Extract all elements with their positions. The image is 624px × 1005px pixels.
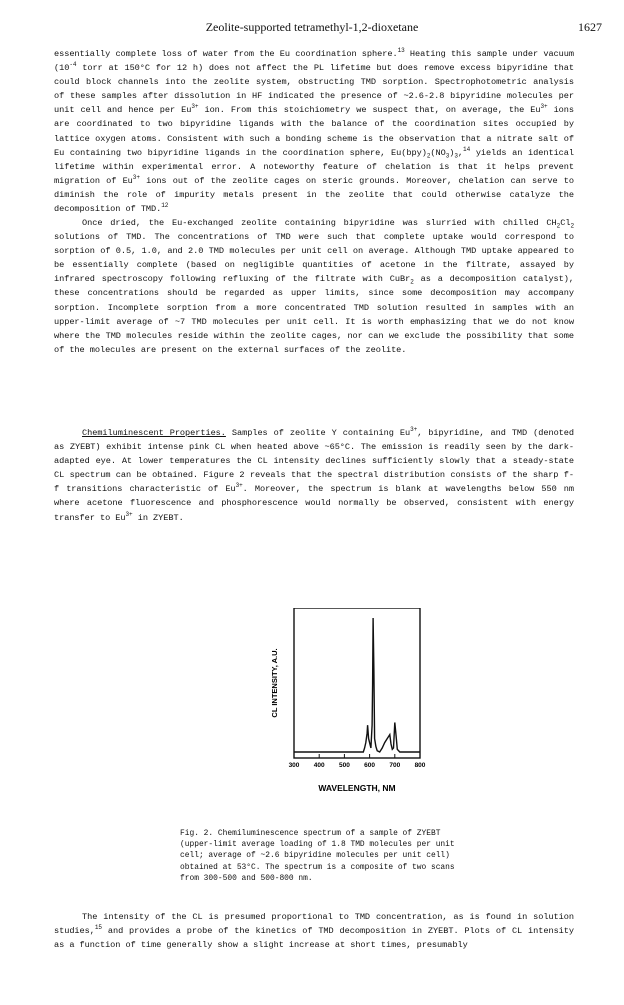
paragraph-1: essentially complete loss of water from the Eu coordination sphere.$^{13}$ Heating this sample under vacuum ($10^{-4}$ torr at 150°C for 12 h) does not affect the PL lifetime but does remove excess bipyridine that could block channels into the zeolite system, obstructing TMD sorption. Spectrophotometric analysis of these samples after dissolution in HF indicated the presence of ~2.6-2.8 bipyridine molecules per unit cell and hence per $Eu^{3+}$ ion. From this stoichiometry we suspect that, on average, the $Eu^{3+}$ ions are coordinated to two bipyridine ligands with the balance of the coordination sites occupied by lattice oxygen atoms. Consistent with such a bonding scheme is the observation that a nitrate salt of Eu containing two bipyridine ligands in the coordination sphere, $Eu(bpy)_2(NO_3)_3,^{14}$ yields an identical lifetime within experimental error. A noteworthy feature of chelation is that it helps prevent migration of $Eu^{3+}$ ions out of the zeolite cages on steric grounds. Moreover, chelation can serve to diminish the role of impurity metals present in the zeolite that could otherwise catalyze the decomposition of TMD.$^{12}$	[54, 47, 574, 215]
x-tick-label: 700	[389, 762, 401, 769]
page-number: 1627	[578, 20, 602, 34]
series-line	[294, 618, 420, 752]
x-axis-ticks	[289, 754, 426, 769]
figure-2-chart	[190, 608, 440, 848]
y-axis-label: CL INTENSITY, A.U.	[270, 648, 279, 718]
plot-frame	[294, 608, 420, 758]
paragraph-2: Once dried, the Eu-exchanged zeolite containing bipyridine was slurried with chilled $CH_2Cl_2$ solutions of TMD. The concentrations of TMD were such that complete uptake would correspond to sorption of 0.5, 1.0, and 2.0 TMD molecules per unit cell on average. Although TMD uptake appeared to be essentially complete (based on negligible quantities of acetone in the filtrate, assayed by infrared spectroscopy following refluxing of the filtrate with CuBr$_2$ as a decomposition catalyst), these concentrations should be regarded as upper limits, since some decomposition may accompany sorption. Incomplete sorption from a more concentrated TMD solution resulted in samples with an upper-limit average of ~7 TMD molecules per unit cell. It is worth emphasizing that we do not know where the TMD molecules reside within the zeolite cages, nor can we exclude the possibility that some of the molecules are present on the external surfaces of the zeolite.	[54, 218, 574, 355]
x-tick-label: 300	[288, 762, 300, 769]
section-heading-chemiluminescent-properties: Chemiluminescent Properties.	[82, 428, 226, 438]
x-tick-label: 800	[414, 762, 426, 769]
running-header-title: Zeolite-supported tetramethyl-1,2-dioxetane	[205, 20, 419, 34]
figure-caption: Fig. 2. Chemiluminescence spectrum of a sample of ZYEBT (upper-limit average loading of 1.8 TMD molecules per unit cell; average of ~2.6 bipyridine molecules per unit cell) obtained at 53°C. The spectrum is a composite of two scans from 300-500 and 500-800 nm.	[180, 829, 455, 883]
x-axis-label: WAVELENGTH, NM	[318, 783, 396, 793]
x-tick-label: 400	[313, 762, 325, 769]
x-tick-label: 600	[364, 762, 376, 769]
paragraph-4: The intensity of the CL is presumed proportional to TMD concentration, as is found in solution studies,$^{15}$ and provides a probe of the kinetics of TMD decomposition in ZYEBT. Plots of CL intensity as a function of time generally show a slight increase at short times, presumably	[54, 912, 574, 951]
paragraph-3: Chemiluminescent Properties. Samples of zeolite Y containing $Eu^{3+}$, bipyridine, and TMD (denoted as ZYEBT) exhibit intense pink CL when heated above ~65°C. The emission is readily seen by the dark-adapted eye. At lower temperatures the CL intensity declines sufficiently slowly that a steady-state CL spectrum can be obtained. Figure 2 reveals that the spectral distribution consists of the sharp f-f transitions characteristic of $Eu^{3+}$. Moreover, the spectrum is blank at wavelengths below 550 nm where acetone fluorescence and phosphorescence would normally be observed, consistent with energy transfer to $Eu^{3+}$ in ZYEBT.	[54, 426, 575, 523]
chart-svg	[190, 608, 440, 848]
x-tick-label: 500	[338, 762, 350, 769]
